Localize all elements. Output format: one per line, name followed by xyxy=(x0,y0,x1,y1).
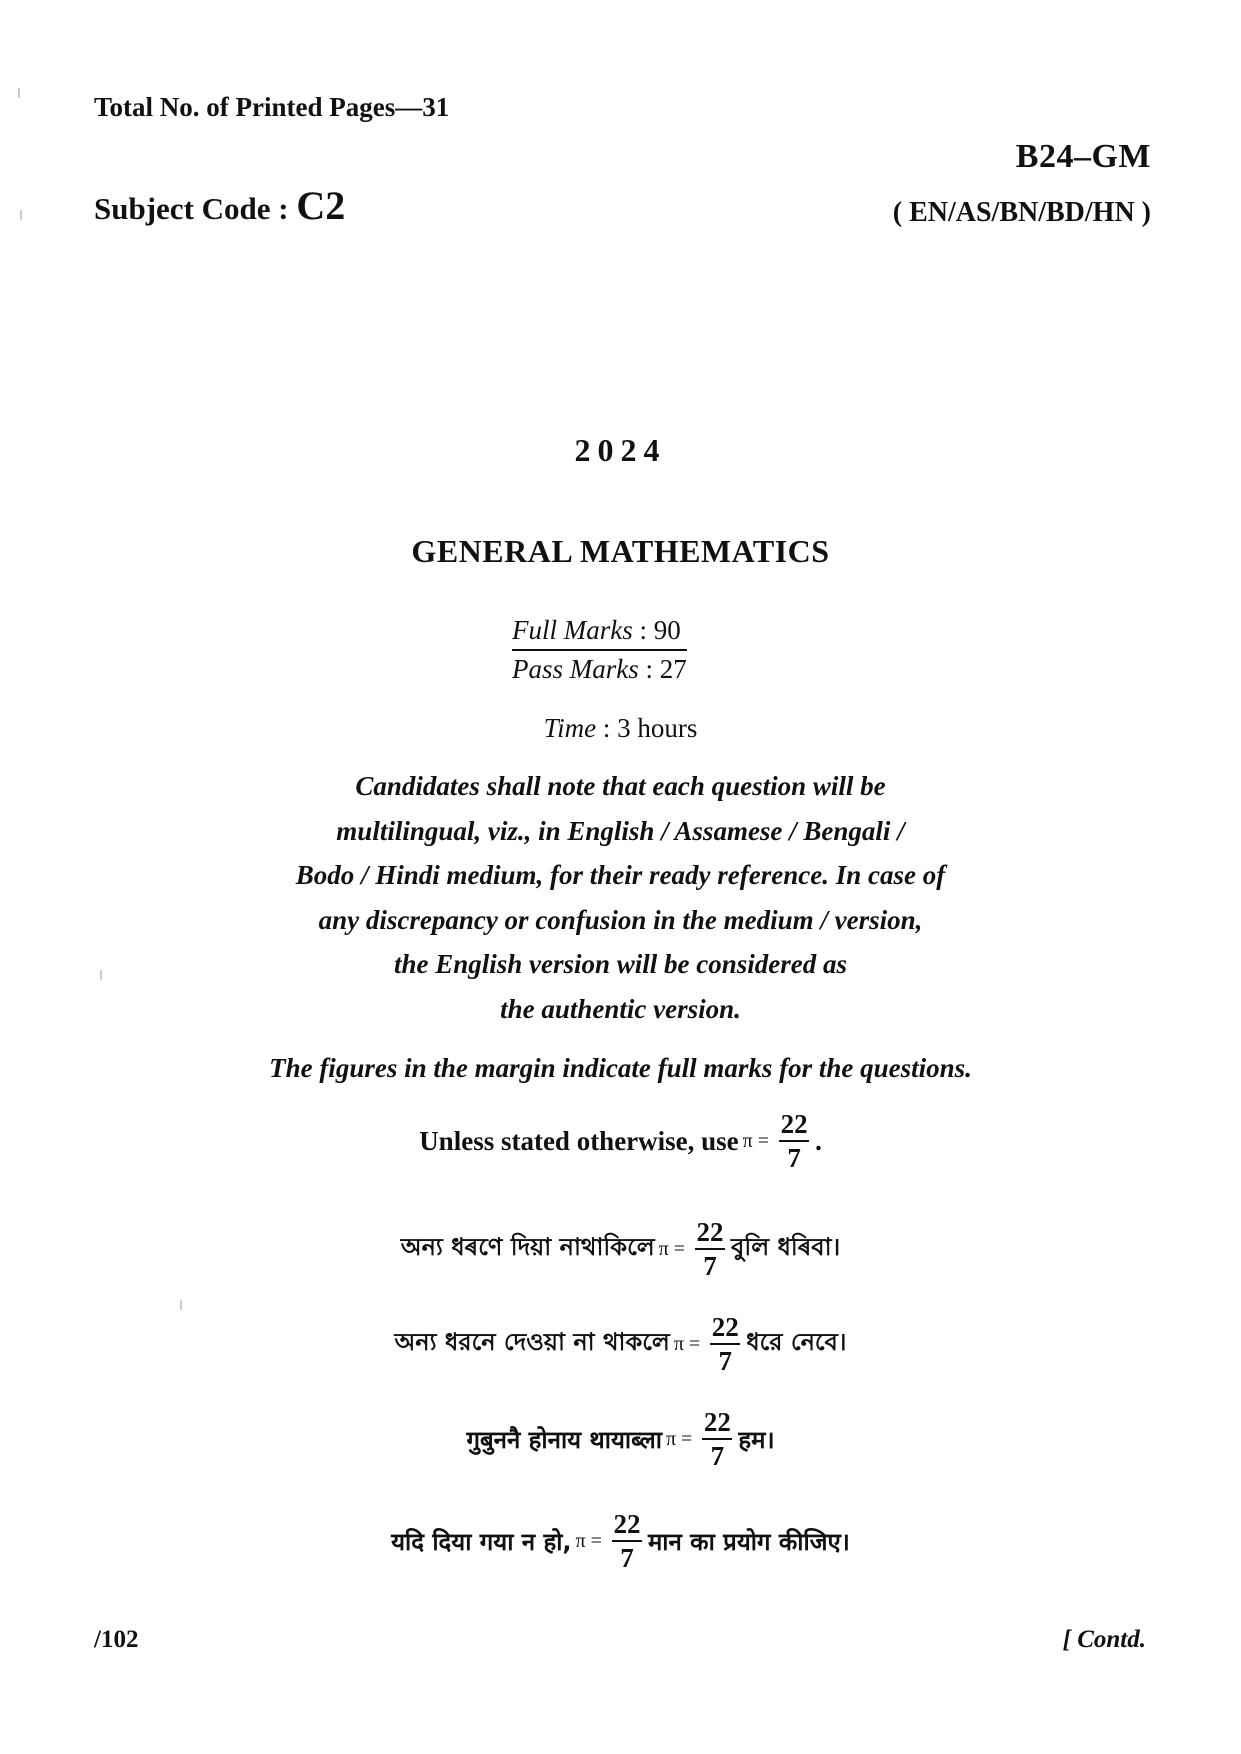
time-label: Time xyxy=(543,713,597,743)
exam-time xyxy=(0,713,1241,744)
pi-instruction-hindi xyxy=(0,1510,1241,1572)
pi-text-before: অন্য ধৰণে দিয়া নাথাকিলে xyxy=(400,1233,655,1261)
multilingual-note xyxy=(0,764,1241,1031)
fraction-denominator: 7 xyxy=(620,1543,634,1573)
fraction-numerator: 22 xyxy=(780,1109,808,1139)
full-marks xyxy=(512,612,687,651)
pi-text-after: मान का प्रयोग कीजिए। xyxy=(647,1527,850,1556)
pass-marks-label: Pass Marks xyxy=(512,654,639,684)
pi-instruction-bodo xyxy=(0,1408,1241,1470)
paper-title: GENERAL MATHEMATICS xyxy=(411,533,830,569)
fraction-numerator: 22 xyxy=(703,1407,731,1437)
fraction-bar xyxy=(710,1343,740,1345)
fraction-denominator: 7 xyxy=(787,1143,801,1173)
pi-text-after: . xyxy=(815,1125,822,1156)
pi-instruction-bengali xyxy=(0,1313,1241,1375)
fraction-denominator: 7 xyxy=(710,1441,725,1471)
total-printed-pages: Total No. of Printed Pages—31 xyxy=(94,92,450,122)
margin-marks-note: The figures in the margin indicate full marks for the questions. xyxy=(269,1053,972,1083)
exam-year: 2024 xyxy=(574,432,667,468)
pi-fraction xyxy=(695,1218,725,1280)
pi-instruction-assamese xyxy=(0,1218,1241,1280)
continued-marker: [ Contd. xyxy=(1062,1626,1146,1653)
pass-marks xyxy=(512,651,687,688)
pi-text-before: गुबुननै होनाय थायाब्ला xyxy=(466,1425,662,1454)
fraction-bar xyxy=(695,1248,725,1250)
pi-text-before: অন্য ধরনে দেওয়া না থাকলে xyxy=(394,1328,670,1356)
fraction-denominator: 7 xyxy=(718,1346,732,1376)
pi-text-after: हम। xyxy=(738,1425,775,1454)
fraction-bar xyxy=(702,1438,732,1440)
pi-symbol: π = xyxy=(673,1332,701,1355)
fraction-bar xyxy=(612,1540,642,1542)
pi-fraction xyxy=(779,1110,809,1172)
subject-code-label: Subject Code : xyxy=(94,191,297,226)
full-marks-label: Full Marks xyxy=(512,615,633,645)
scan-artifact xyxy=(100,970,102,980)
pi-instruction-english xyxy=(0,1110,1241,1172)
fraction-numerator: 22 xyxy=(613,1509,641,1539)
subject-code-value: C2 xyxy=(296,183,346,228)
pi-text-before: यदि दिया गया न हो, xyxy=(391,1527,572,1556)
note-line: multilingual, viz., in English / Assamese / Bengali / xyxy=(336,815,905,846)
pi-text-after: বুলি ধৰিবা। xyxy=(731,1233,841,1261)
pi-symbol: π = xyxy=(658,1237,685,1260)
note-line: the authentic version. xyxy=(500,993,741,1024)
fraction-denominator: 7 xyxy=(703,1251,717,1281)
note-line: any discrepancy or confusion in the medium / version, xyxy=(318,904,923,935)
scan-artifact xyxy=(180,1300,182,1310)
pi-symbol: π = xyxy=(742,1129,770,1152)
full-marks-value: : 90 xyxy=(632,615,681,645)
subject-code xyxy=(94,182,345,229)
pi-symbol: π = xyxy=(665,1427,693,1450)
note-line: the English version will be considered as xyxy=(393,949,848,979)
scan-artifact xyxy=(18,88,20,98)
fraction-bar xyxy=(779,1140,809,1142)
pi-fraction xyxy=(702,1408,732,1470)
fraction-numerator: 22 xyxy=(711,1312,739,1342)
marks-block xyxy=(512,612,687,688)
note-line: Candidates shall note that each question will be xyxy=(355,771,886,801)
pi-symbol: π = xyxy=(575,1529,602,1552)
page-code: /102 xyxy=(94,1626,139,1653)
scan-artifact xyxy=(20,210,22,220)
time-value: : 3 hours xyxy=(596,713,698,743)
medium-list: ( EN/AS/BN/BD/HN ) xyxy=(892,197,1151,228)
fraction-numerator: 22 xyxy=(696,1217,724,1247)
pi-fraction xyxy=(612,1510,642,1572)
pi-fraction xyxy=(710,1313,740,1375)
pi-text-before: Unless stated otherwise, use xyxy=(419,1125,739,1156)
pass-marks-value: : 27 xyxy=(638,654,687,684)
pi-text-after: ধরে নেবে। xyxy=(746,1328,847,1356)
paper-code: B24–GM xyxy=(1015,138,1151,175)
note-line: Bodo / Hindi medium, for their ready reference. In case of xyxy=(295,860,946,890)
